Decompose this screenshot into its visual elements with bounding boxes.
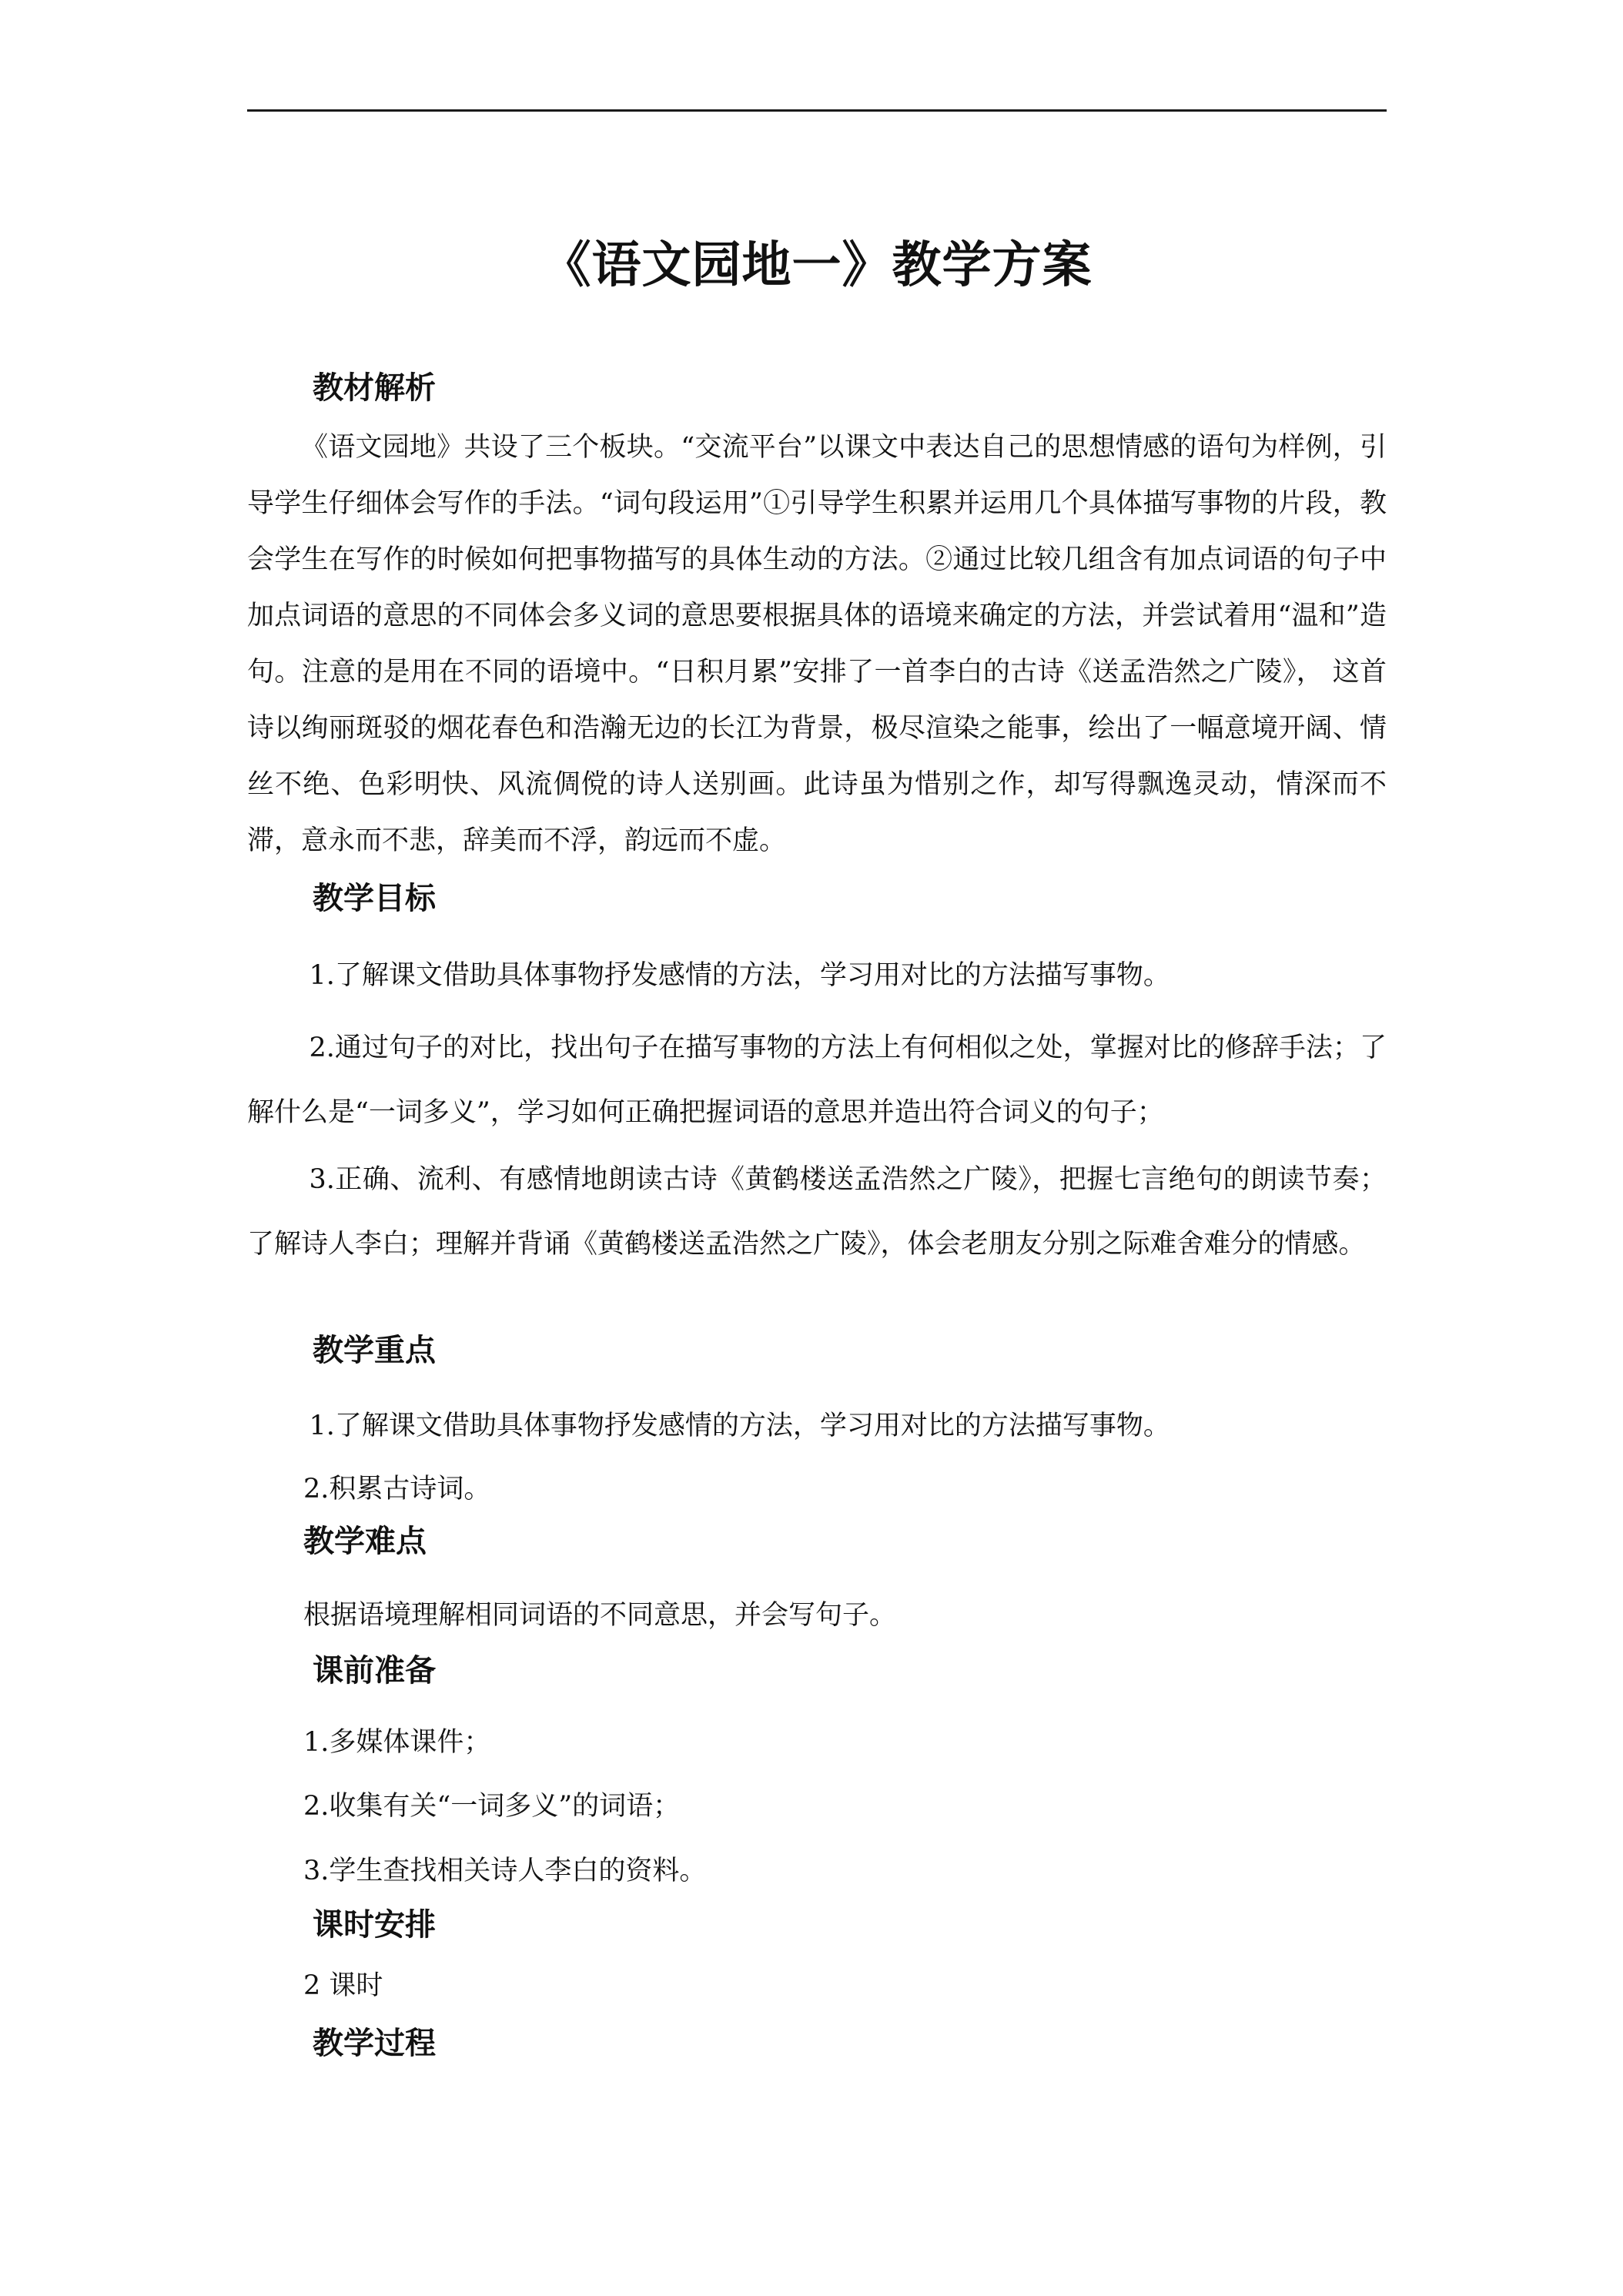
document-title: 《语文园地一》教学方案 [541, 237, 1093, 294]
analysis-paragraph: 《语文园地》共设了三个板块。“交流平台”以课文中表达自己的思想情感的语句为样例，引导学生仔细体会写作的手法。“词句段运用”①引导学生积累并运用几个具体描写事物的片段，教会学生在写作的时候如何把事物描写的具体生动的方法。②通过比较几组含有加点词语的句子中加点词语的意思的不同体会多义词的意思要根据具体的语境来确定的方法，并尝试着用“温和”造句。注意的是用在不同的语境中。“日积月累”安排了一首李白的古诗《送孟浩然之广陵》， 这首诗以绚丽斑驳的烟花春色和浩瀚无边的长江为背景，极尽渲染之能事，绘出了一幅意境开阔、情丝不绝、色彩明快、风流倜傥的诗人送别画。此诗虽为惜别之作，却写得飘逸灵动，情深而不滞，意永而不悲，辞美而不浮，韵远而不虚。 [247, 432, 1387, 856]
heading-key-points: 教学重点 [313, 1333, 436, 1368]
goal-item-2: 2.通过句子的对比，找出句子在描写事物的方法上有何相似之处，掌握对比的修辞手法；了解什么是“一词多义”，学习如何正确把握词语的意思并造出符合词义的句子； [247, 1033, 1387, 1128]
key-point-item-1: 1.了解课文借助具体事物抒发感情的方法，学习用对比的方法描写事物。 [309, 1411, 1170, 1441]
difficulties-text: 根据语境理解相同词语的不同意思，并会写句子。 [303, 1600, 897, 1631]
heading-preparation: 课前准备 [313, 1653, 436, 1689]
preparation-item-3: 3.学生查找相关诗人李白的资料。 [303, 1856, 707, 1886]
heading-goals: 教学目标 [313, 881, 436, 916]
preparation-item-1: 1.多媒体课件； [303, 1727, 491, 1758]
heading-process: 教学过程 [313, 2026, 436, 2061]
key-point-item-2: 2.积累古诗词。 [303, 1474, 491, 1504]
heading-difficulties: 教学难点 [303, 1524, 427, 1559]
heading-analysis: 教材解析 [313, 370, 436, 406]
goal-item-3: 3.正确、流利、有感情地朗读古诗《黄鹤楼送孟浩然之广陵》，把握七言绝句的朗读节奏；了解诗人李白；理解并背诵《黄鹤楼送孟浩然之广陵》，体会老朋友分别之际难舍难分的情感。 [247, 1164, 1387, 1260]
goal-item-1: 1.了解课文借助具体事物抒发感情的方法，学习用对比的方法描写事物。 [309, 960, 1170, 991]
header-rule [247, 109, 1387, 112]
schedule-text: 2 课时 [303, 1970, 383, 2001]
preparation-item-2: 2.收集有关“一词多义”的词语； [303, 1791, 681, 1822]
heading-schedule: 课时安排 [313, 1907, 436, 1943]
